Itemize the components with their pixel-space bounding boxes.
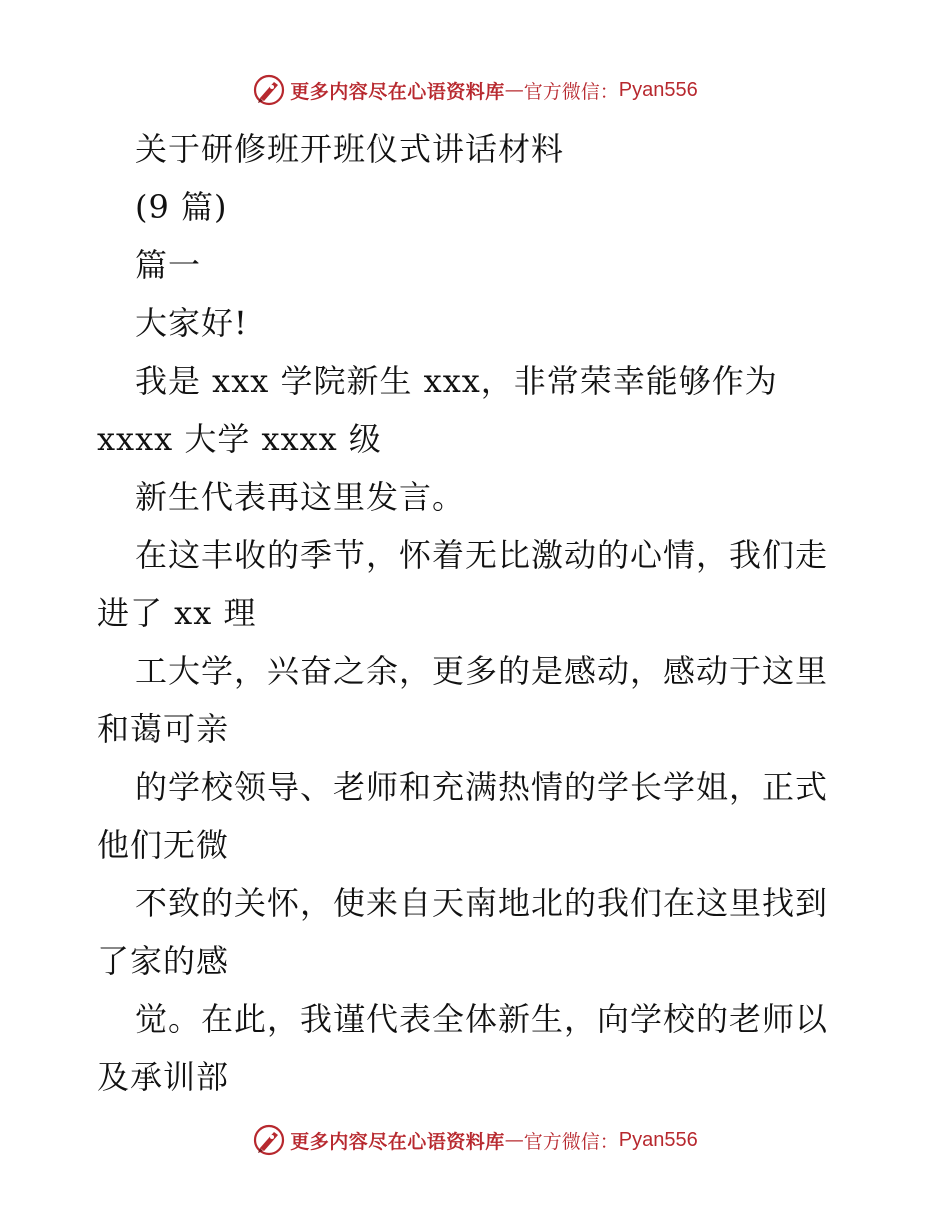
text-line: 我是 xxx 学院新生 xxx，非常荣幸能够作为: [135, 362, 778, 400]
text-line: 他们无微: [97, 826, 230, 864]
text-line: 工大学，兴奋之余，更多的是感动，感动于这里: [135, 652, 829, 690]
banner-wechat-label: 官方微信：: [523, 1130, 619, 1153]
text-line: 的学校领导、老师和充满热情的学长学姐，正式: [135, 768, 829, 806]
text-line: 进了 xx 理: [97, 594, 257, 632]
text-line: 觉。在此，我谨代表全体新生，向学校的老师以: [135, 1000, 829, 1038]
banner-separator: —: [504, 1129, 524, 1151]
text-line: 及承训部: [97, 1058, 230, 1096]
text-line: 不致的关怀，使来自天南地北的我们在这里找到: [135, 884, 829, 922]
text-line: 大家好!: [135, 304, 248, 342]
banner-wechat-id: Pyan556: [618, 1128, 698, 1151]
section-heading: 篇一: [135, 246, 202, 284]
text-line: xxxx 大学 xxxx 级: [97, 420, 382, 458]
header-banner: [0, 70, 950, 110]
banner-title: 更多内容尽在心语资料库: [290, 80, 505, 103]
banner-wechat-id: Pyan556: [618, 78, 698, 101]
pen-logo-icon: [252, 73, 286, 107]
document-title: 关于研修班开班仪式讲话材料: [135, 130, 565, 168]
banner-title: 更多内容尽在心语资料库: [290, 1130, 505, 1153]
text-line: 和蔼可亲: [97, 710, 230, 748]
footer-banner: [0, 1120, 950, 1160]
document-body: [97, 120, 857, 1106]
text-line: 新生代表再这里发言。: [135, 478, 466, 516]
banner-wechat-label: 官方微信：: [523, 80, 619, 103]
text-line: 在这丰收的季节，怀着无比激动的心情，我们走: [135, 536, 829, 574]
banner-separator: —: [504, 79, 524, 101]
pen-logo-icon: [252, 1123, 286, 1157]
document-subtitle: (9 篇): [135, 188, 228, 226]
text-line: 了家的感: [97, 942, 230, 980]
